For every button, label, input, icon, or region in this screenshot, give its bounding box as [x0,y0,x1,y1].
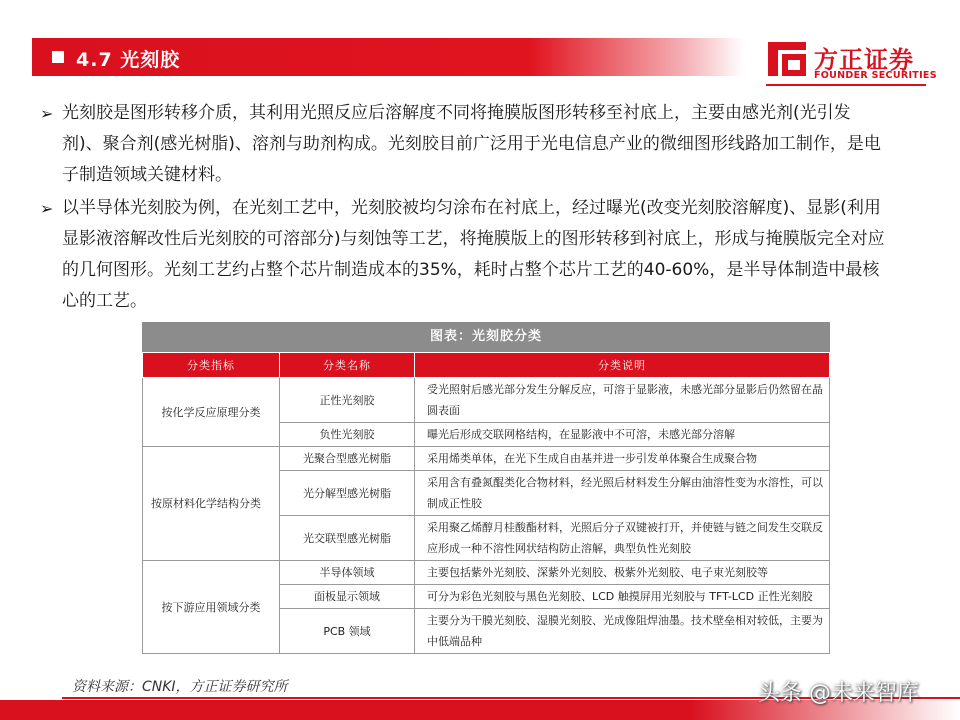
bullet-item [40,193,920,317]
table-title: 图表：光刻胶分类 [142,322,830,352]
arrow-bullet-icon: ➢ [40,199,54,218]
header-square-icon [52,51,64,63]
category-description: 采用聚乙烯醇月桂酸酯材料，光照后分子双键被打开，并使链与链之间发生交联反应形成一种不溶性网状结构防止溶解，典型负性光刻胶 [415,516,830,561]
source-note: 资料来源：CNKI，方正证券研究所 [72,679,288,695]
bullet-text: 光刻胶是图形转移介质，其利用光照反应后溶解度不同将掩膜版图形转移至衬底上，主要由感光剂(光引发剂)、聚合剂(感光树脂)、溶剂与助剂构成。光刻胶目前广泛用于光电信息产业的微细图形线路加工制作，是电子制造领域关键材料。 [62,103,881,185]
bullet-item [40,98,920,191]
classification-table [142,322,830,654]
brand-name-en: FOUNDER SECURITIES [814,70,937,81]
category-description: 可分为彩色光刻胶与黑色光刻胶、LCD 触摸屏用光刻胶与 TFT-LCD 正性光刻胶 [415,585,830,609]
section-title: 4.7 光刻胶 [76,49,181,71]
category-name: 负性光刻胶 [280,423,415,447]
classification-grid [142,352,830,654]
bullet-text: 以半导体光刻胶为例，在光刻工艺中，光刻胶被均匀涂布在衬底上，经过曝光(改变光刻胶溶解度)、显影(利用显影液溶解改性后光刻胶的可溶部分)与刻蚀等工艺，将掩膜版上的图形转移到衬底上，形成与掩膜版完全对应的几何图形。光刻工艺约占整个芯片制造成本的35%，耗时占整个芯片工艺的40-60%，是半导体制造中最核心的工艺。 [62,198,885,311]
watermark-text: 头条 @未来智库 [758,681,919,706]
column-header: 分类指标 [143,353,280,378]
table-header-row [143,353,830,378]
arrow-bullet-icon: ➢ [40,104,54,123]
table-row [143,378,830,423]
category-name: 正性光刻胶 [280,378,415,423]
category-name: 面板显示领域 [280,585,415,609]
category-name: 光分解型感光树脂 [280,471,415,516]
category-description: 主要包括紫外光刻胶、深紫外光刻胶、极紫外光刻胶、电子束光刻胶等 [415,561,830,585]
category-name: 光聚合型感光树脂 [280,447,415,471]
category-name: 半导体领域 [280,561,415,585]
category-description: 采用含有叠氮醌类化合物材料，经光照后材料发生分解由油溶性变为水溶性，可以制成正性胶 [415,471,830,516]
group-label: 按下游应用领域分类 [143,561,280,654]
category-description: 主要分为干膜光刻胶、湿膜光刻胶、光成像阻焊油墨。技术壁垒相对较低，主要为中低端品种 [415,609,830,654]
table-row [143,447,830,471]
category-description: 曝光后形成交联网格结构，在显影液中不可溶，未感光部分溶解 [415,423,830,447]
bullet-list [40,98,920,319]
category-description: 受光照射后感光部分发生分解反应，可溶于显影液，未感光部分显影后仍然留在晶圆表面 [415,378,830,423]
category-name: 光交联型感光树脂 [280,516,415,561]
group-label: 按原材料化学结构分类 [143,447,280,561]
table-row [143,561,830,585]
group-label: 按化学反应原理分类 [143,378,280,447]
category-name: PCB 领域 [280,609,415,654]
founder-logo-icon [766,40,808,78]
category-description: 采用烯类单体，在光下生成自由基并进一步引发单体聚合生成聚合物 [415,447,830,471]
logo-underline [766,84,926,86]
brand-name-cn: 方正证券 [814,46,914,74]
column-header: 分类名称 [280,353,415,378]
column-header: 分类说明 [415,353,830,378]
